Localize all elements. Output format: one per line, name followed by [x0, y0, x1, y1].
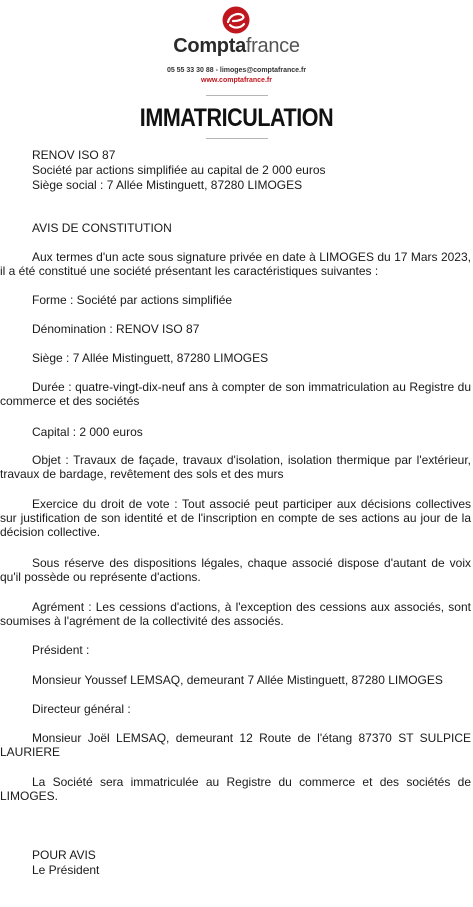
paragraph-reserve: Sous réserve des dispositions légales, chaque associé dispose d'autant de voix qu'il possède ou représente d'actions. — [0, 556, 471, 584]
signature-pour-avis: POUR AVIS — [32, 848, 96, 862]
notice-title: AVIS DE CONSTITUTION — [32, 221, 172, 235]
divider-top — [206, 95, 268, 96]
paragraph-president: Monsieur Youssef LEMSAQ, demeurant 7 Allée Mistinguett, 87280 LIMOGES — [32, 673, 443, 687]
paragraph-agrement: Agrément : Les cessions d'actions, à l'exception des cessions aux associés, sont soumises à l'agrément de la collectivité des associés. — [0, 600, 471, 628]
document-title: IMMATRICULATION — [139, 104, 334, 132]
company-siege: Siège social : 7 Allée Mistinguett, 87280 LIMOGES — [32, 178, 303, 192]
brand-name — [0, 35, 473, 58]
signature-president: Le Président — [32, 863, 100, 877]
company-form-capital: Société par actions simplifiée au capital de 2 000 euros — [32, 163, 326, 177]
paragraph-capital: Capital : 2 000 euros — [32, 425, 143, 439]
brand-name-part1: Compta — [173, 35, 246, 57]
paragraph-intro: Aux termes d'un acte sous signature privée en date à LIMOGES du 17 Mars 2023, il a été constitué une société présentant les caractéristiques suivantes : — [0, 250, 471, 278]
paragraph-dg: Monsieur Joël LEMSAQ, demeurant 12 Route de l'étang 87370 ST SULPICE LAURIERE — [0, 731, 471, 759]
paragraph-dg-label: Directeur général : — [32, 702, 131, 716]
company-name: RENOV ISO 87 — [32, 148, 116, 162]
paragraph-denomination: Dénomination : RENOV ISO 87 — [32, 322, 200, 336]
paragraph-duree: Durée : quatre-vingt-dix-neuf ans à compter de son immatriculation au Registre du commerce et des sociétés — [0, 380, 471, 408]
paragraph-siege: Siège : 7 Allée Mistinguett, 87280 LIMOGES — [32, 351, 269, 365]
paragraph-vote: Exercice du droit de vote : Tout associé peut participer aux décisions collectives sur justification de son identité et de l'inscription en compte de ses actions au jour de la décision collective. — [0, 497, 471, 539]
website-line: www.comptafrance.fr — [201, 77, 272, 84]
comptafrance-logo-icon — [222, 6, 250, 34]
divider-bottom — [206, 138, 268, 139]
contact-line: 05 55 33 30 88 - limoges@comptafrance.fr — [166, 67, 307, 74]
brand-name-part2: france — [245, 35, 300, 57]
paragraph-president-label: Président : — [32, 643, 90, 657]
paragraph-immatriculation: La Société sera immatriculée au Registre du commerce et des sociétés de LIMOGES. — [0, 775, 471, 803]
paragraph-forme: Forme : Société par actions simplifiée — [32, 293, 233, 307]
paragraph-objet: Objet : Travaux de façade, travaux d'isolation, isolation thermique par l'extérieur, travaux de bardage, revêtement des sols et des murs — [0, 453, 471, 481]
letterhead — [0, 0, 473, 132]
